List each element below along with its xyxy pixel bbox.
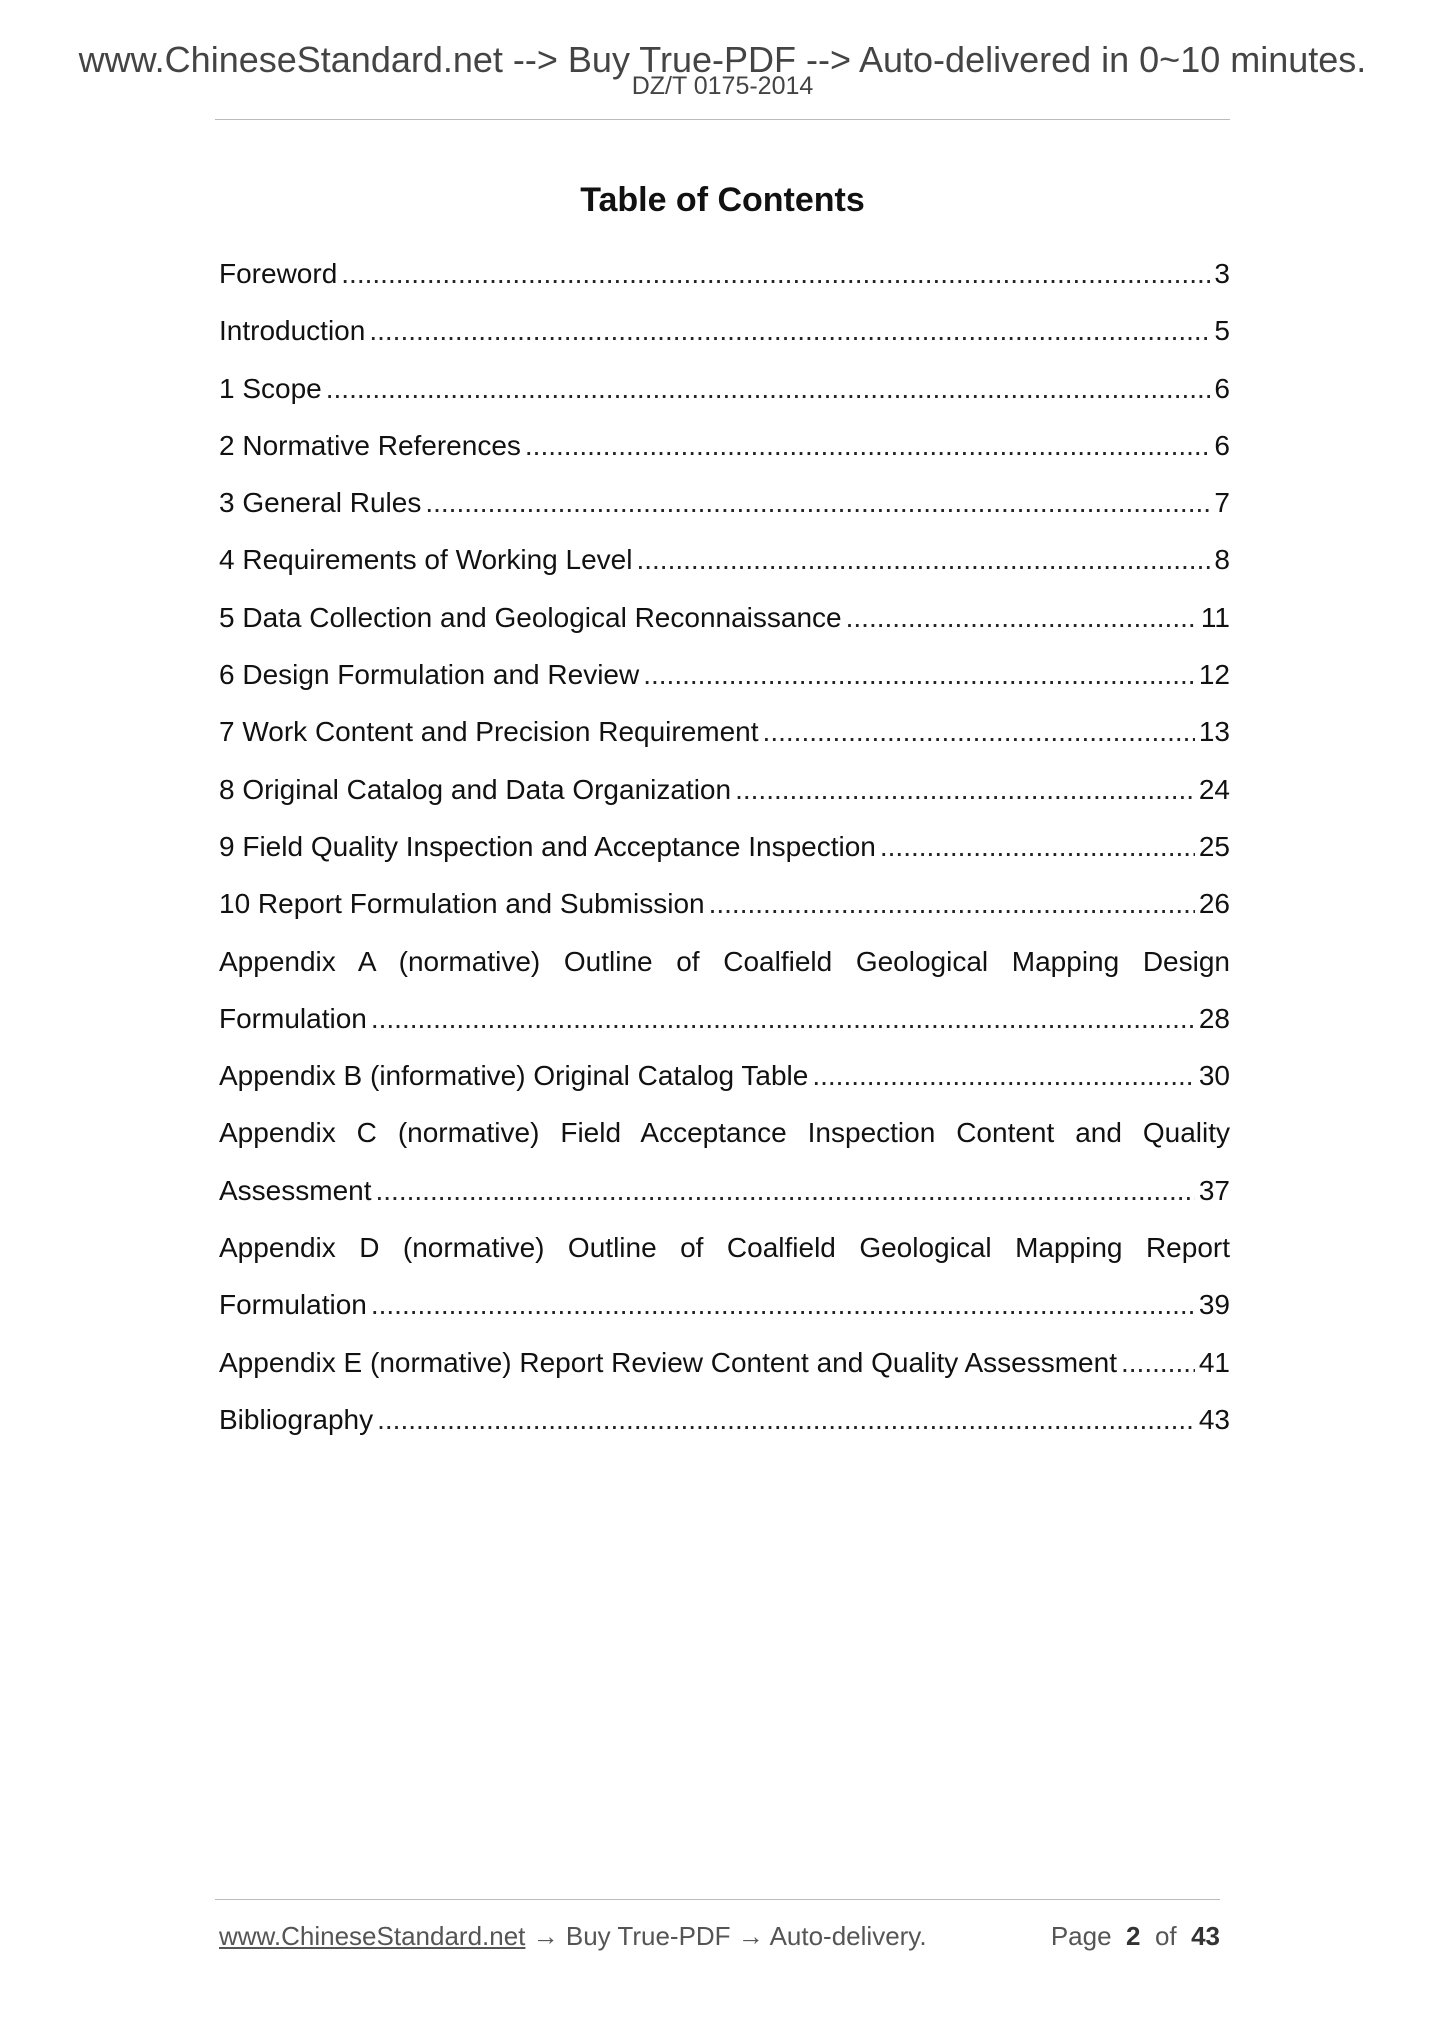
toc-entry-page: 7 (1214, 487, 1230, 519)
toc-entry-label: 2 Normative References (219, 429, 521, 461)
toc-entry-page: 12 (1198, 659, 1230, 691)
dot-leader (326, 360, 1211, 417)
toc-entry-general-rules[interactable] (219, 474, 1230, 531)
dot-leader (709, 875, 1195, 932)
toc-entry-appendix-b[interactable] (219, 1047, 1230, 1104)
toc-entry-page: 6 (1214, 372, 1230, 404)
toc-entry-page: 39 (1198, 1289, 1230, 1321)
dot-leader (812, 1047, 1195, 1104)
toc-entry-label: 4 Requirements of Working Level (219, 544, 633, 576)
toc-entry-introduction[interactable] (219, 302, 1230, 359)
toc-entry-label: Assessment (219, 1174, 372, 1206)
toc-entry-page: 26 (1198, 888, 1230, 920)
toc-entry-label: Formulation (219, 1002, 367, 1034)
toc-entry-report-formulation[interactable] (219, 875, 1230, 932)
dot-leader (846, 589, 1197, 646)
toc-entry-page: 8 (1214, 544, 1230, 576)
dot-leader (880, 818, 1195, 875)
document-code: DZ/T 0175-2014 (631, 72, 814, 100)
table-of-contents (219, 245, 1230, 1448)
footer-tagline: → Buy True-PDF → Auto-delivery. (525, 1921, 927, 1951)
toc-entry-page: 37 (1198, 1174, 1230, 1206)
toc-entry-appendix-a-line1[interactable]: Appendix A (normative) Outline of Coalfield Geological Mapping Design (219, 945, 1230, 977)
toc-entry-label: Bibliography (219, 1403, 374, 1435)
page-word: Page (1050, 1921, 1112, 1951)
toc-entry-page: 41 (1198, 1346, 1230, 1378)
toc-entry-page: 13 (1198, 716, 1230, 748)
toc-entry-label: 7 Work Content and Precision Requirement (219, 716, 759, 748)
toc-entry-appendix-a[interactable] (219, 990, 1230, 1047)
toc-entry-label: 5 Data Collection and Geological Reconnaissance (219, 601, 842, 633)
dot-leader (341, 245, 1210, 302)
page-total: 43 (1191, 1921, 1220, 1951)
toc-entry-page: 28 (1198, 1002, 1230, 1034)
toc-entry-normative-references[interactable] (219, 417, 1230, 474)
footer-promo (219, 1918, 927, 1954)
toc-entry-label: 9 Field Quality Inspection and Acceptance Inspection (219, 830, 876, 862)
toc-entry-foreword[interactable] (219, 245, 1230, 302)
footer-site-link[interactable]: www.ChineseStandard.net (219, 1921, 526, 1951)
dot-leader (1121, 1334, 1195, 1391)
toc-entry-page: 43 (1198, 1403, 1230, 1435)
toc-entry-label: 8 Original Catalog and Data Organization (219, 773, 732, 805)
toc-entry-work-content[interactable] (219, 703, 1230, 760)
toc-entry-label: 1 Scope (219, 372, 322, 404)
page-footer (219, 1918, 1220, 1954)
toc-entry-label: Appendix B (informative) Original Catalog Table (219, 1060, 809, 1092)
dot-leader (525, 417, 1211, 474)
toc-entry-label: 10 Report Formulation and Submission (219, 888, 705, 920)
dot-leader (636, 531, 1210, 588)
toc-entry-page: 11 (1200, 601, 1230, 633)
toc-entry-field-quality[interactable] (219, 818, 1230, 875)
dot-leader (425, 474, 1210, 531)
toc-entry-data-collection[interactable] (219, 589, 1230, 646)
toc-entry-appendix-c[interactable] (219, 1162, 1230, 1219)
toc-entry-page: 3 (1214, 258, 1230, 289)
toc-entry-page: 24 (1198, 773, 1230, 805)
page-indicator (1051, 1918, 1220, 1954)
toc-entry-label: Foreword (219, 258, 338, 289)
toc-entry-page: 25 (1198, 830, 1230, 862)
toc-entry-appendix-e[interactable] (219, 1334, 1230, 1391)
dot-leader (376, 1162, 1195, 1219)
header-divider (215, 119, 1230, 120)
toc-entry-original-catalog[interactable] (219, 761, 1230, 818)
of-word: of (1154, 1921, 1177, 1951)
toc-entry-working-level[interactable] (219, 531, 1230, 588)
toc-entry-label: 3 General Rules (219, 487, 422, 519)
page-current: 2 (1126, 1921, 1141, 1951)
dot-leader (763, 703, 1195, 760)
toc-entry-label: 6 Design Formulation and Review (219, 659, 640, 691)
dot-leader (735, 761, 1195, 818)
dot-leader (377, 1391, 1195, 1448)
toc-entry-appendix-d-line1[interactable]: Appendix D (normative) Outline of Coalfield Geological Mapping Report (219, 1232, 1230, 1264)
toc-entry-bibliography[interactable] (219, 1391, 1230, 1448)
toc-entry-scope[interactable] (219, 360, 1230, 417)
toc-title: Table of Contents (580, 181, 865, 219)
toc-entry-label: Appendix E (normative) Report Review Content and Quality Assessment (219, 1346, 1117, 1378)
toc-entry-label: Formulation (219, 1289, 367, 1321)
dot-leader (371, 990, 1195, 1047)
toc-entry-label: Introduction (219, 315, 366, 347)
footer-divider (215, 1899, 1220, 1900)
toc-entry-appendix-d[interactable] (219, 1276, 1230, 1333)
dot-leader (371, 1276, 1195, 1333)
toc-entry-page: 5 (1214, 315, 1230, 347)
dot-leader (643, 646, 1195, 703)
toc-entry-page: 6 (1214, 429, 1230, 461)
toc-entry-appendix-c-line1[interactable]: Appendix C (normative) Field Acceptance Inspection Content and Quality (219, 1117, 1230, 1149)
toc-entry-page: 30 (1198, 1060, 1230, 1092)
top-banner: www.ChineseStandard.net --> Buy True-PDF --> Auto-delivered in 0~10 minutes. (78, 39, 1367, 80)
toc-entry-design-formulation[interactable] (219, 646, 1230, 703)
dot-leader (369, 302, 1210, 359)
